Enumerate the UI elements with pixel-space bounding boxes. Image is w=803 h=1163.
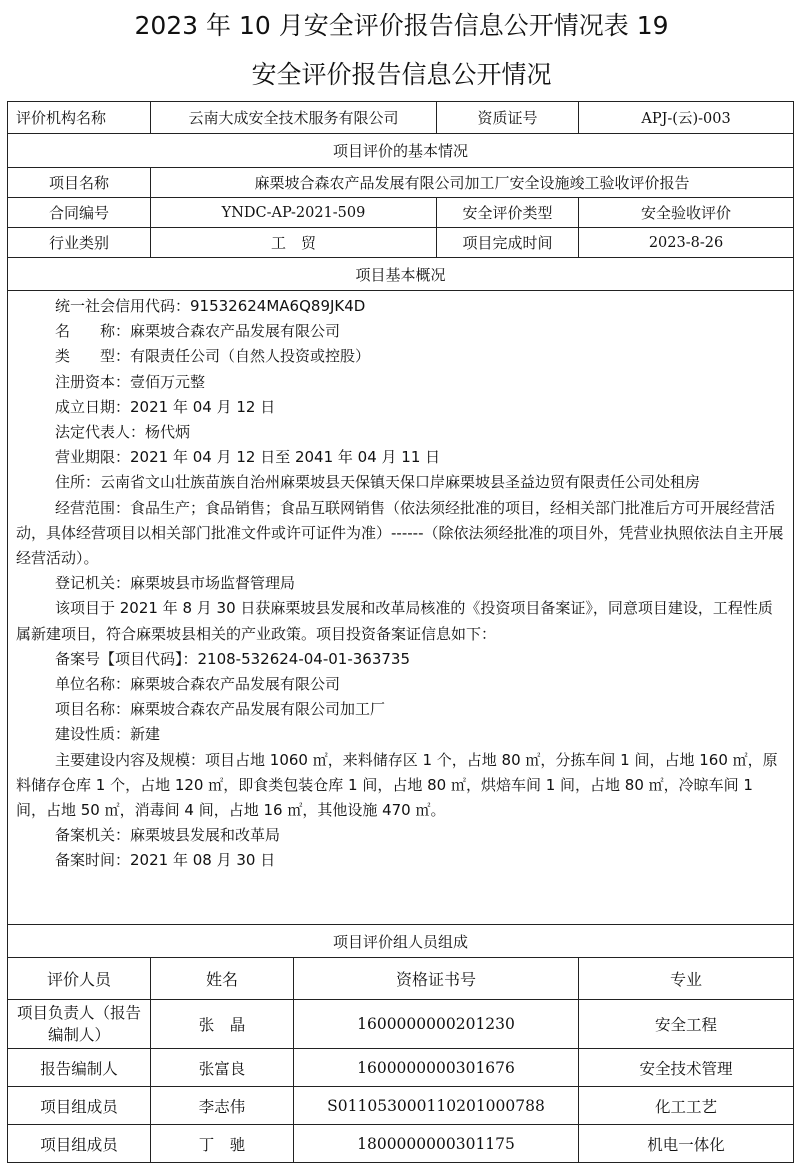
document-title: 2023 年 10 月安全评价报告信息公开情况表 19	[134, 11, 669, 40]
person-name: 李志伟	[151, 1087, 294, 1125]
finish-date: 2023-8-26	[579, 228, 794, 258]
person-cert: 1800000000301175	[294, 1125, 579, 1163]
person-major: 安全工程	[579, 1000, 794, 1049]
overview-section-title: 项目基本概况	[8, 258, 794, 291]
org-row	[8, 102, 794, 134]
filing-project-line: 项目名称：麻栗坡合森农产品发展有限公司加工厂	[55, 700, 386, 719]
industry-value: 工 贸	[151, 228, 437, 258]
address-line: 住所：云南省文山壮族苗族自治州麻栗坡县天保镇天保口岸麻栗坡县圣益边贸有限责任公司处租房	[55, 473, 701, 492]
eval-type-label: 安全评价类型	[437, 198, 579, 228]
person-name: 张 晶	[151, 1000, 294, 1049]
founded-line: 成立日期：2021 年 04 月 12 日	[55, 397, 276, 416]
person-major: 安全技术管理	[579, 1049, 794, 1087]
document-subtitle: 安全评价报告信息公开情况	[251, 60, 552, 89]
contract-label: 合同编号	[8, 198, 151, 228]
table-row	[8, 1049, 794, 1087]
header-cert: 资格证书号	[294, 958, 579, 1000]
person-name: 丁 驰	[151, 1125, 294, 1163]
project-name-value: 麻栗坡合森农产品发展有限公司加工厂安全设施竣工验收评价报告	[151, 168, 794, 198]
company-name-line: 名 称：麻栗坡合森农产品发展有限公司	[55, 322, 341, 341]
registry-line: 登记机关：麻栗坡县市场监督管理局	[55, 574, 296, 593]
header-major: 专业	[579, 958, 794, 1000]
personnel-section-title: 项目评价组人员组成	[8, 925, 794, 958]
finish-label: 项目完成时间	[437, 228, 579, 258]
header-name: 姓名	[151, 958, 294, 1000]
industry-row	[8, 228, 794, 258]
filing-authority-line: 备案机关：麻栗坡县发展和改革局	[55, 826, 281, 845]
contract-row	[8, 198, 794, 228]
personnel-section-header	[8, 925, 794, 958]
table-row	[8, 1087, 794, 1125]
business-scope-line: 经营范围：食品生产；食品销售；食品互联网销售（依法须经批准的项目，经相关部门批准后方可开展经营活动，具体经营项目以相关部门批准文件或许可证件为准）------（除依法须经批准的项目外，凭营业执照依法自主开展经营活动）。	[16, 498, 784, 568]
person-name: 张富良	[151, 1049, 294, 1087]
person-role: 项目组成员	[8, 1087, 151, 1125]
disclosure-table	[7, 101, 794, 1163]
industry-label: 行业类别	[8, 228, 151, 258]
filing-date-line: 备案时间：2021 年 08 月 30 日	[55, 851, 276, 870]
person-major: 机电一体化	[579, 1125, 794, 1163]
org-label: 评价机构名称	[8, 102, 151, 134]
credit-code-line: 统一社会信用代码：91532624MA6Q89JK4D	[55, 297, 366, 315]
personnel-header-row	[8, 958, 794, 1000]
overview-content	[8, 291, 794, 925]
person-cert: 1600000000301676	[294, 1049, 579, 1087]
project-name-row	[8, 168, 794, 198]
company-type-line: 类 型：有限责任公司（自然人投资或控股）	[55, 347, 371, 366]
capital-line: 注册资本：壹佰万元整	[55, 372, 206, 391]
overview-section-header	[8, 258, 794, 291]
person-role: 报告编制人	[8, 1049, 151, 1087]
basic-section-title: 项目评价的基本情况	[8, 134, 794, 168]
legal-rep-line: 法定代表人：杨代炳	[55, 423, 191, 442]
approval-paragraph: 该项目于 2021 年 8 月 30 日获麻栗坡县发展和改革局核准的《投资项目备案证》，同意项目建设，工程性质属新建项目，符合麻栗坡县相关的产业政策。项目投资备案证信息如下：	[16, 599, 773, 643]
person-role: 项目组成员	[8, 1125, 151, 1163]
eval-type-value: 安全验收评价	[579, 198, 794, 228]
contract-no: YNDC-AP-2021-509	[151, 198, 437, 228]
filing-code-line: 备案号【项目代码】：2108-532624-04-01-363735	[55, 649, 411, 668]
person-cert: 1600000000201230	[294, 1000, 579, 1049]
person-cert: S011053000110201000788	[294, 1087, 579, 1125]
construction-type-line: 建设性质：新建	[55, 725, 161, 744]
cert-value: APJ-(云)-003	[579, 102, 794, 134]
org-value: 云南大成安全技术服务有限公司	[151, 102, 437, 134]
filing-unit-line: 单位名称：麻栗坡合森农产品发展有限公司	[55, 675, 341, 694]
overview-row	[8, 291, 794, 925]
person-major: 化工工艺	[579, 1087, 794, 1125]
person-role: 项目负责人（报告编制人）	[8, 1000, 151, 1049]
table-row	[8, 1000, 794, 1049]
cert-label: 资质证号	[437, 102, 579, 134]
construction-scope-line: 主要建设内容及规模：项目占地 1060 ㎡，来料储存区 1 个，占地 80 ㎡，分拣车间 1 间，占地 160 ㎡，原料储存仓库 1 个，占地 120 ㎡，即食类包装仓库 1 间，占地 80 ㎡，烘焙车间 1 间，占地 80 ㎡，冷晾车间 1 间，占地 50 ㎡，消毒间 4 间，占地 16 ㎡，其他设施 470 ㎡。	[16, 750, 778, 820]
project-name-label: 项目名称	[8, 168, 151, 198]
basic-section-header	[8, 134, 794, 168]
business-term-line: 营业期限：2021 年 04 月 12 日至 2041 年 04 月 11 日	[55, 448, 441, 467]
header-role: 评价人员	[8, 958, 151, 1000]
